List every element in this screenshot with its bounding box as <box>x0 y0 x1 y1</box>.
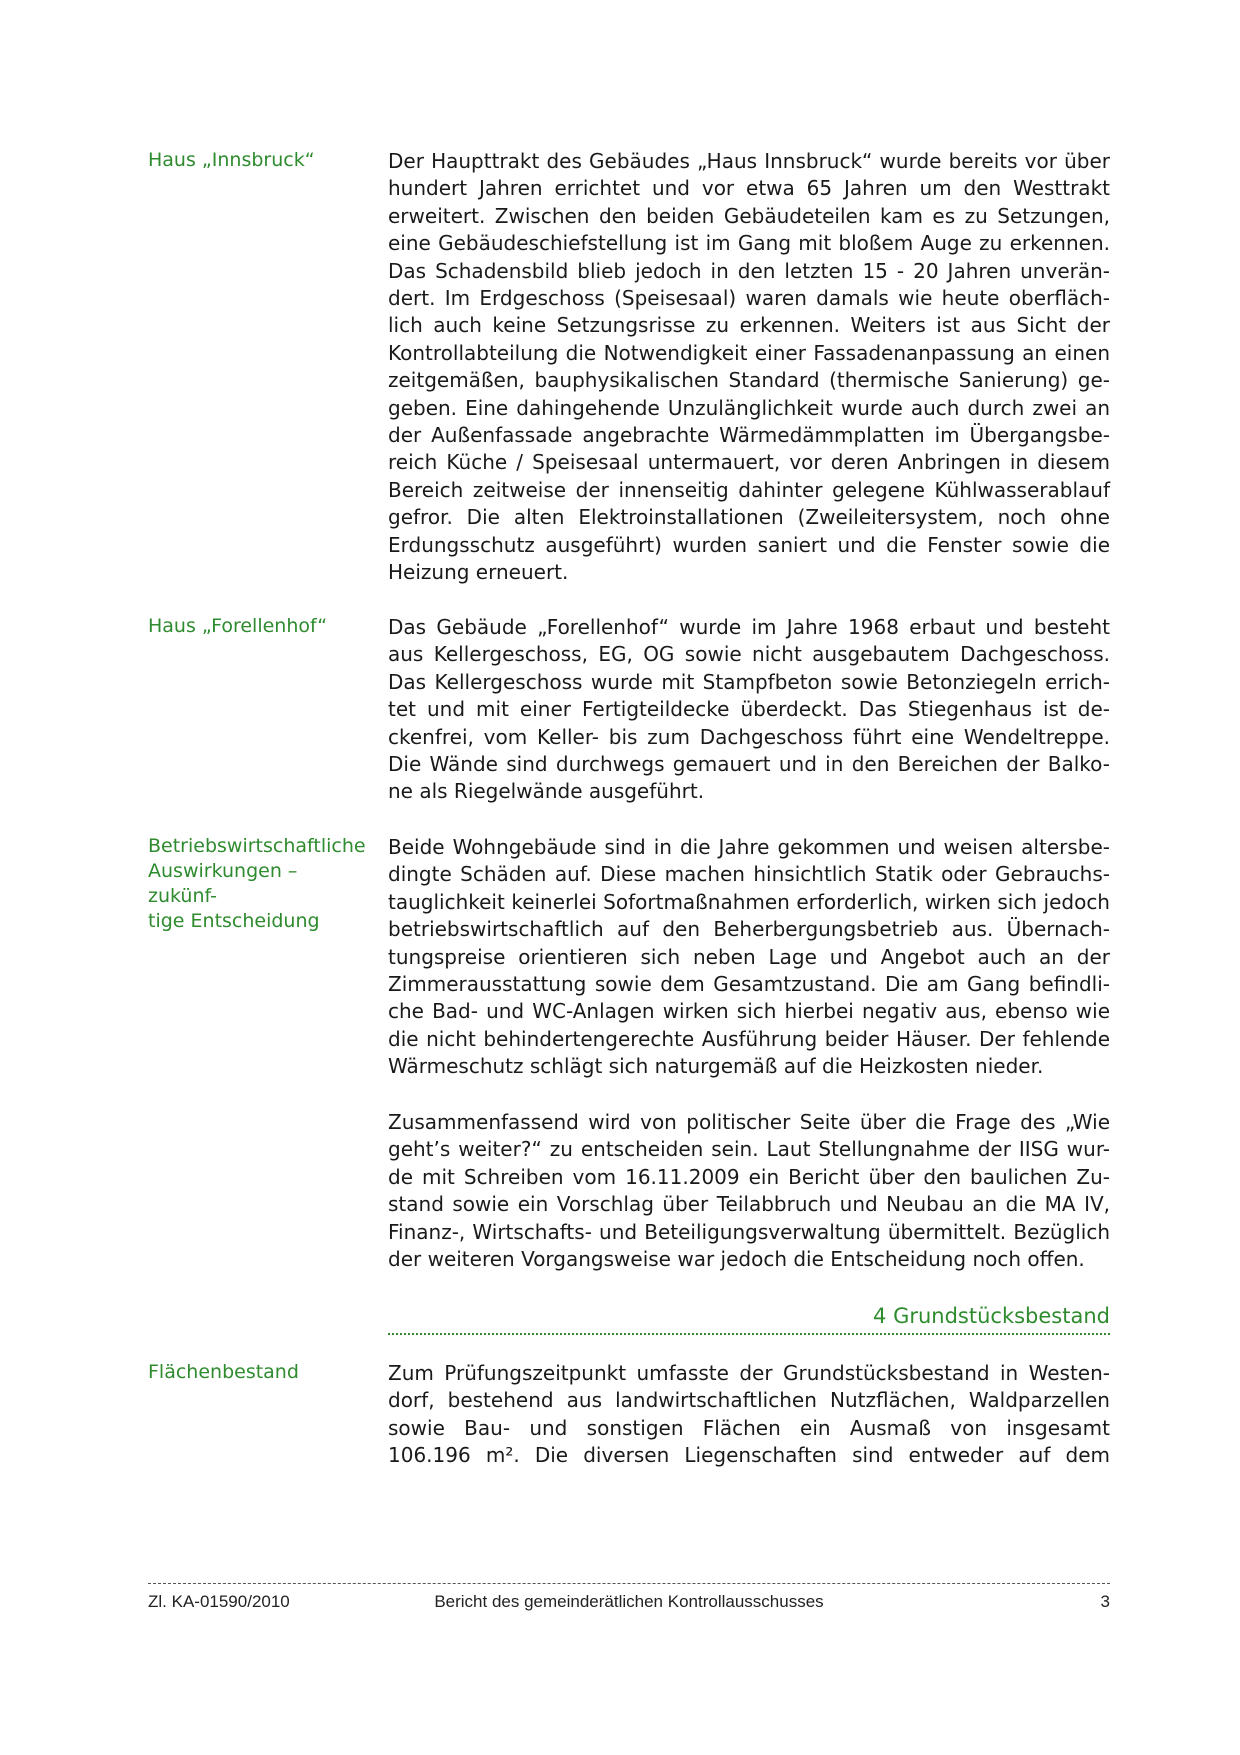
text-line: reich Küche / Speisesaal untermauert, vor deren Anbringen in diesem <box>388 450 1110 475</box>
text-line: Bereich zeitweise der innenseitig dahinter gelegene Kühlwasserablauf <box>388 477 1110 502</box>
paragraph <box>388 614 1110 806</box>
margin-label: Haus „Innsbruck“ <box>148 149 315 171</box>
paragraph <box>388 148 1110 587</box>
text-line: 106.196 m². Die diversen Liegenschaften sind entweder auf dem <box>388 1443 1110 1468</box>
text-line: che Bad- und WC-Anlagen wirken sich hierbei negativ aus, ebenso wie <box>388 999 1110 1024</box>
text-line: geht’s weiter?“ zu entscheiden sein. Laut Stellungnahme der IISG wur- <box>388 1137 1110 1162</box>
text-line: der Außenfassade angebrachte Wärmedämmplatten im Übergangsbe- <box>388 423 1110 448</box>
paragraph <box>388 834 1110 1081</box>
text-line: hundert Jahren errichtet und vor etwa 65 Jahren um den Westtrakt <box>388 176 1110 201</box>
margin-label: Haus „Forellenhof“ <box>148 615 328 637</box>
text-line: dert. Im Erdgeschoss (Speisesaal) waren damals wie heute oberfläch- <box>388 286 1110 311</box>
text-line: Zusammenfassend wird von politischer Seite über die Frage des „Wie <box>388 1110 1110 1134</box>
text-line: lich auch keine Setzungsrisse zu erkennen. Weiters ist aus Sicht der <box>388 313 1110 338</box>
text-line: Zum Prüfungszeitpunkt umfasste der Grundstücksbestand in Westen- <box>388 1361 1110 1385</box>
text-line: Das Gebäude „Forellenhof“ wurde im Jahre 1968 erbaut und besteht <box>388 615 1110 639</box>
text-line: dorf, bestehend aus landwirtschaftlichen Nutzflächen, Waldparzellen <box>388 1388 1110 1413</box>
margin-label-line: tige Entscheidung <box>148 910 320 932</box>
paragraph <box>388 1109 1110 1273</box>
text-line: Heizung erneuert. <box>388 560 569 585</box>
text-line: Zimmerausstattung sowie dem Gesamtzustand. Die am Gang befindli- <box>388 972 1110 997</box>
margin-label <box>148 834 368 934</box>
text-line: aus Kellergeschoss, EG, OG sowie nicht ausgebautem Dachgeschoss. <box>388 642 1110 667</box>
text-line: zeitgemäßen, bauphysikalischen Standard (thermische Sanierung) ge- <box>388 368 1110 393</box>
text-line: ne als Riegelwände ausgeführt. <box>388 779 705 804</box>
section-heading: 4 Grundstücksbestand <box>873 1304 1110 1328</box>
text-line: dingte Schäden auf. Diese machen hinsichtlich Statik oder Gebrauchs- <box>388 862 1110 887</box>
text-line: stand sowie ein Vorschlag über Teilabbruch und Neubau an die MA IV, <box>388 1192 1110 1217</box>
text-line: geben. Eine dahingehende Unzulänglichkeit wurde auch durch zwei an <box>388 395 1110 420</box>
margin-label: Flächenbestand <box>148 1361 299 1383</box>
margin-label-line: Betriebswirtschaftliche <box>148 835 366 857</box>
text-line: sowie Bau- und sonstigen Flächen ein Ausmaß von insgesamt <box>388 1415 1110 1440</box>
text-line: Finanz-, Wirtschafts- und Beteiligungsverwaltung übermittelt. Bezüglich <box>388 1219 1110 1244</box>
footer-title: Bericht des gemeinderätlichen Kontrollausschusses <box>434 1592 824 1611</box>
text-line: eine Gebäudeschiefstellung ist im Gang mit bloßem Auge zu erkennen. <box>388 231 1110 256</box>
text-line: tet und mit einer Fertigteildecke überdeckt. Das Stiegenhaus ist de- <box>388 697 1110 722</box>
text-line: erweitert. Zwischen den beiden Gebäudeteilen kam es zu Setzungen, <box>388 203 1110 228</box>
text-line: Der Haupttrakt des Gebäudes „Haus Innsbruck“ wurde bereits vor über <box>388 149 1110 173</box>
text-line: Erdungsschutz ausgeführt) wurden saniert und die Fenster sowie die <box>388 532 1110 557</box>
text-line: Kontrollabteilung die Notwendigkeit einer Fassadenanpassung an einen <box>388 340 1110 365</box>
text-line: betriebswirtschaftlich auf den Beherbergungsbetrieb aus. Übernach- <box>388 917 1110 942</box>
text-line: tauglichkeit keinerlei Sofortmaßnahmen erforderlich, wirken sich jedoch <box>388 889 1110 914</box>
text-line: der weiteren Vorgangsweise war jedoch die Entscheidung noch offen. <box>388 1247 1085 1272</box>
margin-label-line: Auswirkungen – zukünf- <box>148 860 298 907</box>
footer-reference: Zl. KA-01590/2010 <box>148 1592 290 1611</box>
text-line: Die Wände sind durchwegs gemauert und in den Bereichen der Balko- <box>388 752 1110 777</box>
text-line: die nicht behindertengerechte Ausführung beider Häuser. Der fehlende <box>388 1026 1110 1051</box>
text-line: ckenfrei, vom Keller- bis zum Dachgeschoss führt eine Wendeltreppe. <box>388 724 1110 749</box>
paragraph <box>388 1360 1110 1470</box>
page-number: 3 <box>1100 1592 1110 1611</box>
text-line: gefror. Die alten Elektroinstallationen (Zweileitersystem, noch ohne <box>388 505 1110 530</box>
text-line: Das Kellergeschoss wurde mit Stampfbeton sowie Betonziegeln errich- <box>388 669 1110 694</box>
text-line: tungspreise orientieren sich neben Lage und Angebot auch an der <box>388 944 1110 969</box>
text-line: de mit Schreiben vom 16.11.2009 ein Bericht über den baulichen Zu- <box>388 1164 1110 1189</box>
text-line: Wärmeschutz schlägt sich naturgemäß auf die Heizkosten nieder. <box>388 1054 1044 1079</box>
text-line: Das Schadensbild blieb jedoch in den letzten 15 - 20 Jahren unverän- <box>388 258 1110 283</box>
footer-dashed-rule <box>148 1583 1110 1584</box>
text-line: Beide Wohngebäude sind in die Jahre gekommen und weisen altersbe- <box>388 835 1110 859</box>
heading-dotted-rule <box>388 1333 1110 1335</box>
